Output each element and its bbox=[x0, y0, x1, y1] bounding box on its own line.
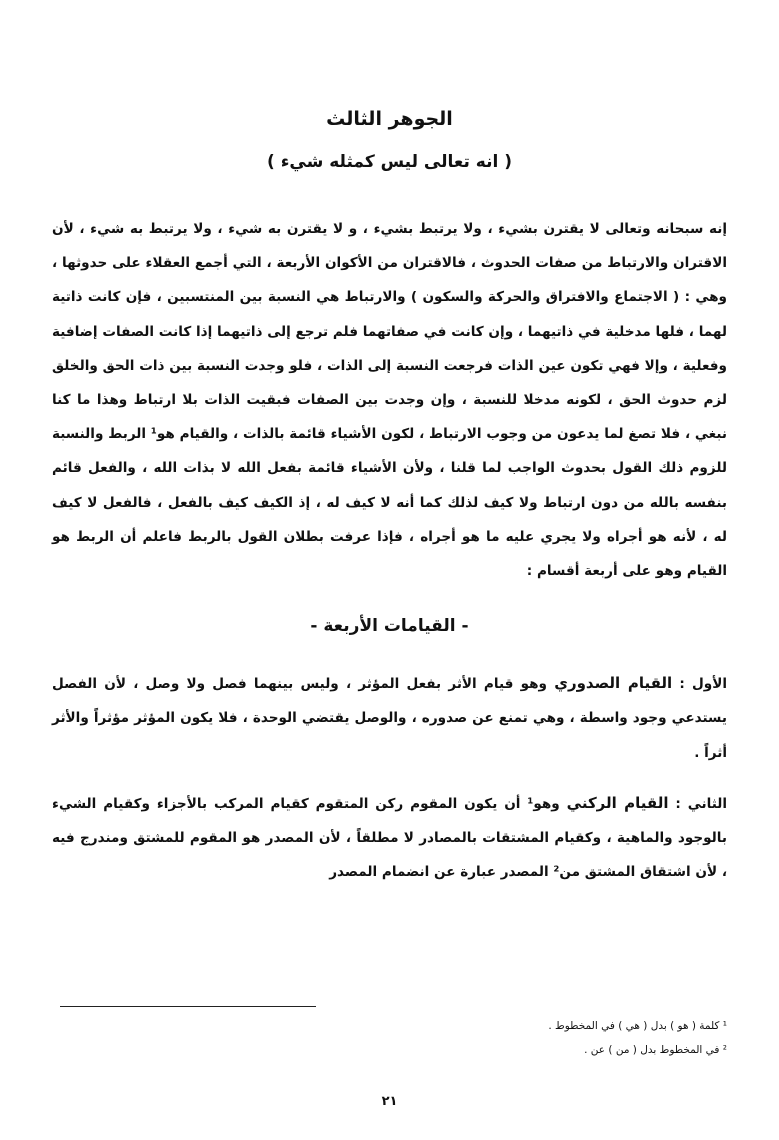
second-division-text: وهو¹ أن يكون المقوم ركن المتقوم كقيام المركب بالأجزاء وكقيام الشيء بالوجود والماهية ، وكقيام المشتقات بالمصادر لا مطلقاً ، لأن المصدر هو المقوم للمشتق ومندرج فيه ، لأن اشتقاق المشتق من² المصدر عبارة عن انضمام المصدر bbox=[52, 795, 727, 881]
first-division-paragraph bbox=[52, 666, 727, 770]
first-division-term: القيام الصدوري bbox=[554, 674, 673, 693]
chapter-subtitle: ( انه تعالى ليس كمثله شيء ) bbox=[267, 152, 512, 172]
first-division-text: وهو قيام الأثر بفعل المؤثر ، وليس بينهما فصل ولا وصل ، لأن الفصل يستدعي وجود واسطة ، وهي تمنع عن صدوره ، والوصل يقتضي الوحدة ، فلا يكون المؤثر مؤثراً والأثر أثراً . bbox=[52, 676, 727, 761]
page-number: ٢١ bbox=[381, 1094, 398, 1109]
intro-paragraph: إنه سبحانه وتعالى لا يقترن بشيء ، ولا يرتبط بشيء ، و لا يقترن به شيء ، ولا يرتبط به شيء ، لأن الاقتران والارتباط من صفات الحدوث ، فالاقتران من الأكوان الأربعة ، التي أجمع العقلاء على حدوثها ، وهي : ( الاجتماع والافتراق والحركة والسكون ) والارتباط هي النسبة بين المنتسبين ، فإن كانت ذاتية لهما ، فلها مدخلية في ذاتيهما ، وإن كانت في صفاتهما فلم ترجع إلى ذاتيهما إذا كانت الصفات إضافية وفعلية ، وإلا فهي تكون عين الذات فرجعت النسبة إلى الذات ، فلو وجدت النسبة بين ذات الحق والخلق لزم حدوث الحق ، لكونه مدخلا للنسبة ، وإن وجدت بين الصفات فبقيت الذات بلا ارتباط وهذا ما كنا نبغي ، فلا تصغ لما يدعون من وجوب الارتباط ، لكون الأشياء قائمة بالذات ، والقيام هو¹ الربط والنسبة للزوم ذلك القول بحدوث الواجب لما قلنا ، ولأن الأشياء قائمة بفعل الله لا بذات الله ، والفعل قائم بنفسه بالله من دون ارتباط ولا كيف لذلك كما أنه لا كيف له ، إذ الكيف كيف بالفعل ، فالفعل لا كيف له ، لأنه هو أجراه ولا يجري عليه ما هو أجراه ، فإذا عرفت بطلان القول بالربط فاعلم أن الربط هو القيام وهو على أربعة أقسام : bbox=[52, 221, 728, 580]
section-heading: - القيامات الأربعة - bbox=[310, 616, 469, 637]
second-division-label: الثاني : bbox=[675, 795, 728, 812]
footnote-divider bbox=[60, 1006, 316, 1007]
chapter-title: الجوهر الثالث bbox=[326, 108, 453, 130]
footnotes bbox=[52, 1014, 727, 1062]
footnote-2: ² في المخطوط بدل ( من ) عن . bbox=[584, 1044, 727, 1056]
second-division-paragraph bbox=[52, 786, 727, 890]
paragraph-gap bbox=[52, 770, 727, 786]
footnote-1: ¹ كلمة ( هو ) بدل ( هي ) في المخطوط . bbox=[548, 1020, 727, 1032]
first-division-label: الأول : bbox=[679, 676, 728, 693]
second-division-term: القيام الركني bbox=[566, 793, 669, 812]
